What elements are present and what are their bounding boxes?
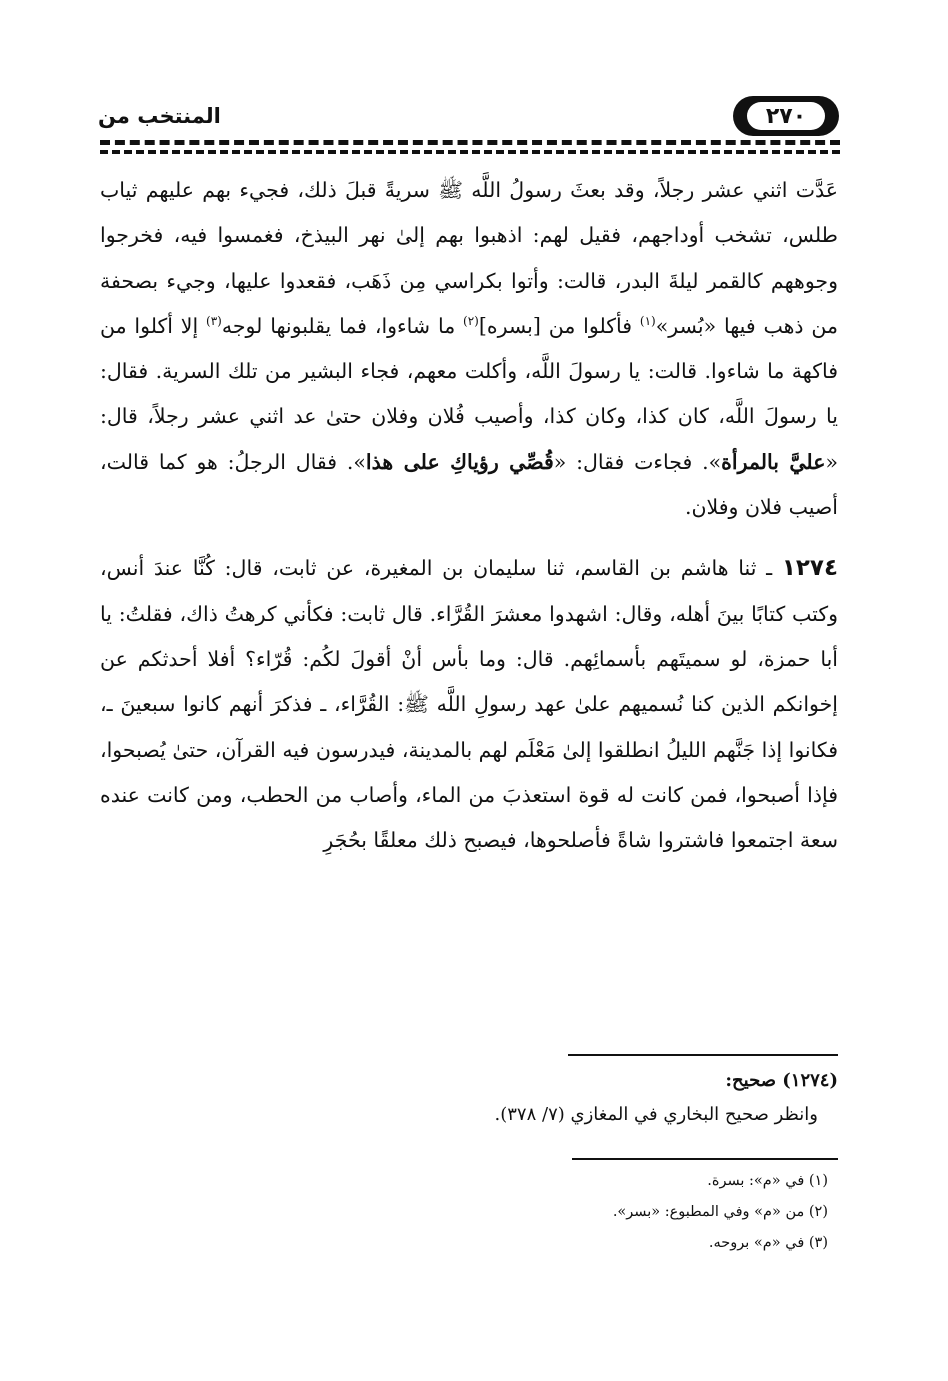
text-run: ـ ثنا هاشم بن القاسم، ثنا سليمان بن المغيرة، عن ثابت، قال: كُنَّا عندَ أنس، وكتب كتابًا بينَ أهله، وقال: اشهدوا معشرَ القُرَّاء. قال ثابت: فكأني كرهتُ ذاك، فقلتُ: يا أبا حمزة، لو سميتَهم بأسمائِهم. قال: وما بأس أنْ أقولَ لكُم: قُرّاء؟ أفلا أحدثكم عن إخوانكم الذين كنا نُسميهم علىٰ عهد رسولِ اللَّه ﷺ: القُرَّاء، ـ فذكرَ أنهم كانوا سبعينَ ـ، فكانوا إذا جَنَّهم الليلُ انطلقوا إلىٰ مَعْلَم لهم بالمدينة، فيدرسون فيه القرآن، حتىٰ يُصبحوا، فإذا أصبحوا، فمن كانت له قوة استعذبَ من الماء، وأصاب من الحطب، ومن كانت عنده سعة اجتمعوا فاشتروا شاةً فأصلحوها، فيصبح ذلك معلقًا بحُجَرِ [100,556,838,853]
footnote-3: (٣) في «م» بروحه. [708,1235,828,1251]
text-run: ما شاءوا، فما يقلبونها لوجه [221,313,464,338]
main-text [100,168,838,863]
page-number: ٢٧٠ [747,102,825,130]
footnote-rule [572,1158,838,1160]
footnote-1: (١) في «م»: بسرة. [707,1173,828,1189]
text-run: ». فجاءت فقال: « [553,449,722,474]
prophetic-quote: قُصِّي رؤياكِ على هذا [365,449,554,474]
footnote-ref-1: (١) [639,314,656,329]
takhrij [100,1064,838,1132]
page-number-badge [733,96,839,136]
footnote-2: (٢) من «م» وفي المطبوع: «بسر». [612,1204,828,1220]
text-run: إلا أكلوا من فاكهة ما شاءوا. قالت: يا رسولَ اللَّه، وأكلت معهم، فجاء البشير من تلك السرية. فقال: يا رسولَ اللَّه، كان كذا، وكان كذا، وأصيب فُلان وفلان حتىٰ عد اثني عشر رجلاً، قال: « [100,313,839,474]
text-run: ». فقال الرجلُ: هو كما قالت، أصيب فلان وفلان. [100,449,838,520]
header-rule [100,150,840,154]
running-title: المنتخب من [98,104,221,128]
footnotes [100,1166,828,1259]
footnote-ref-2: (٢) [463,314,479,329]
prophetic-quote: عليَّ بالمرأة [721,449,826,474]
text-run: عَدَّت اثني عشر رجلاً، وقد بعثَ رسولُ اللَّه ﷺ سريةً قبلَ ذلك، فجيء بهم عليهم ثياب طلس، تشخب أوداجهم، فقيل لهم: اذهبوا بهم إلىٰ نهر البيذخ، فغمسوا فيه، فخرجوا وجوههم كالقمر ليلةَ البدر، قالت: وأتوا بكراسي مِن ذَهَب، فقعدوا عليها، وجيء بصحفة من ذهب فيها «بُسر» [100,178,838,338]
hadith-number: ١٢٧٤ [781,555,838,582]
header-rule [100,140,840,145]
paragraph-hadith-1273-end [100,168,838,530]
text-run: فأكلوا من [بسره] [478,313,640,338]
paragraph-hadith-1274 [100,546,838,863]
takhrij-rule [568,1054,838,1056]
takhrij-line: وانظر صحيح البخاري في المغازي (٧/ ٣٧٨). [494,1104,818,1125]
footnote-ref-3: (٣) [206,314,222,329]
takhrij-heading: (١٢٧٤) صحيح: [725,1070,838,1091]
